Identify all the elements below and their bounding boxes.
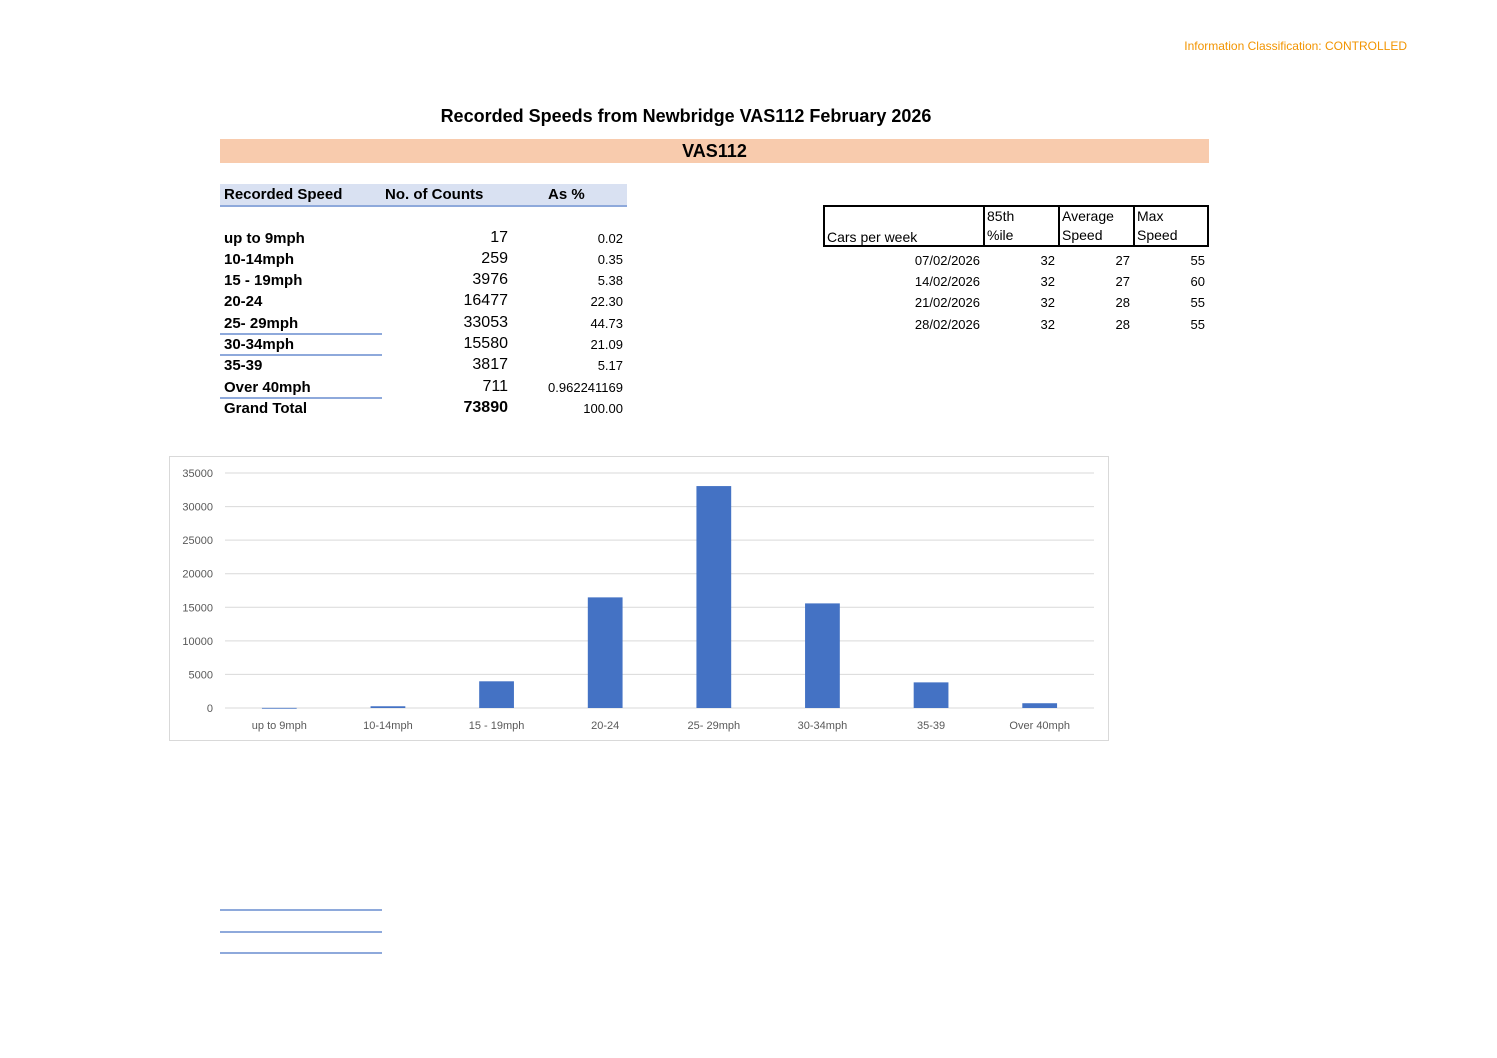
week-85th: 32 (1040, 295, 1055, 310)
x-tick-label: 20-24 (591, 720, 620, 732)
weekly-row (823, 271, 1209, 292)
classification-label: Information Classification: CONTROLLED (1184, 39, 1407, 53)
col-percent: As % (548, 186, 585, 203)
week-average: 27 (1115, 274, 1130, 289)
speed-percent: 0.962241169 (548, 380, 623, 395)
speed-label: 15 - 19mph (224, 272, 303, 289)
speed-row (220, 313, 630, 334)
y-tick-label: 15000 (182, 602, 213, 615)
weekly-row (823, 292, 1209, 313)
bar (696, 486, 731, 708)
y-tick-label: 35000 (182, 468, 213, 480)
col-average-speed (1058, 205, 1135, 247)
speed-label: 10-14mph (224, 251, 295, 268)
week-max: 55 (1190, 253, 1205, 268)
col-counts: No. of Counts (385, 186, 484, 203)
page-title: Recorded Speeds from Newbridge VAS112 February 2026 (440, 106, 932, 126)
weekly-row (823, 314, 1209, 335)
speed-percent: 21.09 (590, 337, 623, 352)
total-label: Grand Total (224, 400, 308, 417)
week-date: 28/02/2026 (914, 317, 980, 332)
empty-underline (220, 931, 382, 933)
speed-row (220, 334, 630, 355)
week-max: 55 (1190, 295, 1205, 310)
site-banner: VAS112 (220, 139, 1209, 163)
speed-row (220, 270, 630, 291)
speed-row (220, 377, 630, 398)
week-date: 14/02/2026 (914, 274, 980, 289)
y-tick-label: 20000 (182, 568, 213, 581)
x-tick-label: 10-14mph (363, 720, 413, 732)
bar (588, 597, 623, 708)
speed-count: 3817 (472, 356, 508, 373)
week-date: 21/02/2026 (914, 295, 980, 310)
week-85th: 32 (1040, 274, 1055, 289)
week-average: 28 (1115, 295, 1130, 310)
empty-underline (220, 952, 382, 954)
x-tick-label: 30-34mph (797, 720, 848, 732)
speed-count: 17 (490, 229, 508, 246)
bar (262, 708, 297, 709)
week-max: 60 (1190, 274, 1205, 289)
speed-row (220, 249, 630, 270)
y-tick-label: 5000 (188, 669, 213, 682)
speed-label: 20-24 (224, 293, 263, 310)
x-tick-label: up to 9mph (251, 720, 307, 732)
col-85th (983, 205, 1060, 247)
speed-row (220, 228, 630, 249)
speed-row (220, 355, 630, 376)
col-max-line1: Max (1137, 208, 1164, 224)
speed-label: 35-39 (224, 357, 263, 374)
x-tick-label: 15 - 19mph (468, 720, 525, 732)
weekly-row (823, 250, 1209, 271)
speed-percent: 0.02 (597, 231, 623, 246)
col-85-line1: 85th (987, 208, 1015, 224)
col-recorded-speed: Recorded Speed (224, 186, 343, 203)
speed-count: 259 (481, 250, 508, 267)
total-count: 73890 (463, 399, 508, 416)
col-avg-line2: Speed (1062, 227, 1103, 243)
week-85th: 32 (1040, 253, 1055, 268)
week-average: 28 (1115, 317, 1130, 332)
week-average: 27 (1115, 253, 1130, 268)
y-tick-label: 30000 (182, 501, 213, 514)
speed-label: 30-34mph (224, 336, 295, 353)
speed-label: 25- 29mph (224, 315, 299, 332)
bar (1022, 703, 1057, 708)
total-percent: 100.00 (583, 401, 623, 416)
speed-percent: 0.35 (597, 252, 623, 267)
week-max: 55 (1190, 317, 1205, 332)
bar (371, 706, 406, 708)
x-tick-label: Over 40mph (1009, 720, 1070, 732)
speed-count: 3976 (472, 271, 508, 288)
speed-count: 711 (482, 378, 508, 395)
bar (805, 603, 840, 708)
speed-label: Over 40mph (224, 379, 311, 396)
grand-total-row (220, 398, 630, 419)
speed-count: 33053 (463, 314, 508, 331)
speed-percent: 44.73 (590, 316, 623, 331)
speed-percent: 5.17 (597, 358, 623, 373)
speed-chart (169, 456, 1109, 741)
speed-row (220, 291, 630, 312)
empty-underline (220, 909, 382, 911)
bar (479, 681, 514, 708)
week-date: 07/02/2026 (914, 253, 980, 268)
speed-bar-chart (170, 457, 1108, 740)
week-85th: 32 (1040, 317, 1055, 332)
bar (914, 682, 949, 708)
col-week-label: Cars per week (827, 229, 918, 245)
speed-percent: 5.38 (597, 273, 623, 288)
x-tick-label: 25- 29mph (687, 720, 741, 732)
col-max-line2: Speed (1137, 227, 1178, 243)
y-tick-label: 0 (206, 703, 213, 715)
col-cars-per-week (823, 205, 985, 247)
y-tick-label: 10000 (182, 635, 213, 648)
x-tick-label: 35-39 (916, 720, 946, 732)
col-85-line2: %ile (987, 227, 1014, 243)
speed-count: 16477 (463, 292, 508, 309)
col-max-speed (1133, 205, 1209, 247)
speed-percent: 22.30 (590, 294, 623, 309)
speed-table-header (220, 184, 627, 207)
speed-label: up to 9mph (224, 230, 305, 247)
y-tick-label: 25000 (182, 535, 213, 548)
speed-count: 15580 (463, 335, 508, 352)
col-avg-line1: Average (1062, 208, 1114, 224)
